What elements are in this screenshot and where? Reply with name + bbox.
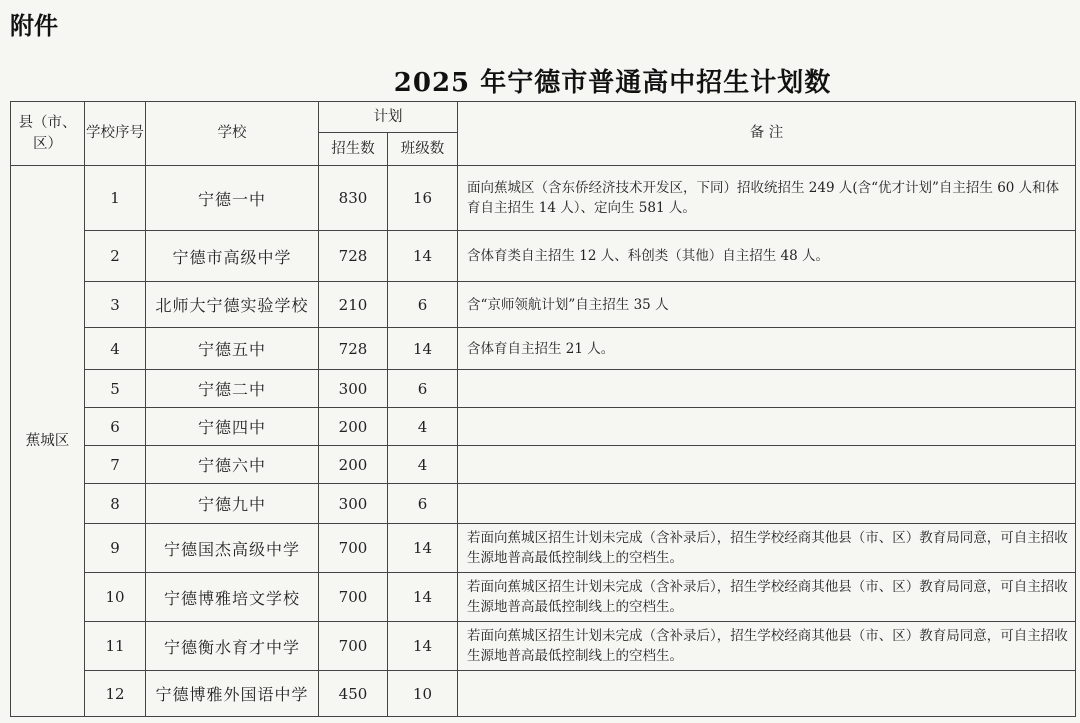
school-cell: 宁德博雅培文学校	[146, 573, 319, 622]
note-cell: 若面向蕉城区招生计划未完成（含补录后），招生学校经商其他县（市、区）教育局同意，可自主招收生源地普高最低控制线上的空档生。	[458, 622, 1076, 671]
header-county: 县（市、区）	[11, 102, 85, 166]
seq-cell: 8	[85, 484, 146, 524]
classes-cell: 10	[388, 671, 458, 717]
classes-cell: 14	[388, 231, 458, 282]
note-cell: 含体育自主招生 21 人。	[458, 328, 1076, 370]
note-cell: 含体育类自主招生 12 人、科创类（其他）自主招生 48 人。	[458, 231, 1076, 282]
school-cell: 宁德六中	[146, 446, 319, 484]
note-cell: 若面向蕉城区招生计划未完成（含补录后），招生学校经商其他县（市、区）教育局同意，可自主招收生源地普高最低控制线上的空档生。	[458, 524, 1076, 573]
classes-cell: 14	[388, 328, 458, 370]
school-cell: 宁德五中	[146, 328, 319, 370]
enroll-cell: 700	[319, 524, 388, 573]
annex-label: 附件	[10, 12, 58, 40]
seq-cell: 3	[85, 282, 146, 328]
enroll-cell: 728	[319, 328, 388, 370]
header-seq: 学校序号	[85, 102, 146, 166]
enroll-cell: 700	[319, 573, 388, 622]
note-cell	[458, 370, 1076, 408]
school-cell: 宁德一中	[146, 166, 319, 231]
header-note: 备 注	[458, 102, 1076, 166]
seq-cell: 10	[85, 573, 146, 622]
table-row	[11, 446, 1076, 484]
classes-cell: 14	[388, 524, 458, 573]
district-cell: 蕉城区	[11, 166, 85, 717]
school-cell: 宁德九中	[146, 484, 319, 524]
school-cell: 宁德衡水育才中学	[146, 622, 319, 671]
enroll-cell: 200	[319, 408, 388, 446]
header-classes: 班级数	[388, 133, 458, 166]
enroll-cell: 300	[319, 484, 388, 524]
table-row	[11, 573, 1076, 622]
seq-cell: 5	[85, 370, 146, 408]
table-row	[11, 622, 1076, 671]
header-plan: 计划	[319, 102, 458, 133]
table-row	[11, 484, 1076, 524]
enrollment-plan-table	[10, 101, 1076, 717]
seq-cell: 2	[85, 231, 146, 282]
table-row	[11, 671, 1076, 717]
seq-cell: 7	[85, 446, 146, 484]
classes-cell: 6	[388, 484, 458, 524]
enroll-cell: 700	[319, 622, 388, 671]
school-cell: 宁德国杰高级中学	[146, 524, 319, 573]
classes-cell: 6	[388, 282, 458, 328]
header-enroll: 招生数	[319, 133, 388, 166]
table-row	[11, 370, 1076, 408]
note-cell	[458, 446, 1076, 484]
table-row	[11, 524, 1076, 573]
seq-cell: 1	[85, 166, 146, 231]
note-cell: 面向蕉城区（含东侨经济技术开发区，下同）招收统招生 249 人(含“优才计划”自主招生 60 人和体育自主招生 14 人）、定向生 581 人。	[458, 166, 1076, 231]
note-cell	[458, 671, 1076, 717]
table-row	[11, 408, 1076, 446]
school-cell: 北师大宁德实验学校	[146, 282, 319, 328]
enroll-cell: 300	[319, 370, 388, 408]
seq-cell: 6	[85, 408, 146, 446]
seq-cell: 12	[85, 671, 146, 717]
classes-cell: 14	[388, 573, 458, 622]
school-cell: 宁德二中	[146, 370, 319, 408]
classes-cell: 16	[388, 166, 458, 231]
seq-cell: 11	[85, 622, 146, 671]
classes-cell: 14	[388, 622, 458, 671]
note-cell: 若面向蕉城区招生计划未完成（含补录后），招生学校经商其他县（市、区）教育局同意，可自主招收生源地普高最低控制线上的空档生。	[458, 573, 1076, 622]
note-cell: 含“京师领航计划”自主招生 35 人	[458, 282, 1076, 328]
document-title: 2025 年宁德市普通高中招生计划数	[393, 68, 832, 98]
enroll-cell: 450	[319, 671, 388, 717]
note-cell	[458, 408, 1076, 446]
seq-cell: 4	[85, 328, 146, 370]
header-school: 学校	[146, 102, 319, 166]
classes-cell: 6	[388, 370, 458, 408]
school-cell: 宁德市高级中学	[146, 231, 319, 282]
enroll-cell: 830	[319, 166, 388, 231]
classes-cell: 4	[388, 446, 458, 484]
seq-cell: 9	[85, 524, 146, 573]
table-row	[11, 328, 1076, 370]
table-row	[11, 231, 1076, 282]
school-cell: 宁德博雅外国语中学	[146, 671, 319, 717]
table-row	[11, 166, 1076, 231]
table-row	[11, 282, 1076, 328]
classes-cell: 4	[388, 408, 458, 446]
enroll-cell: 200	[319, 446, 388, 484]
school-cell: 宁德四中	[146, 408, 319, 446]
enroll-cell: 728	[319, 231, 388, 282]
note-cell	[458, 484, 1076, 524]
enroll-cell: 210	[319, 282, 388, 328]
